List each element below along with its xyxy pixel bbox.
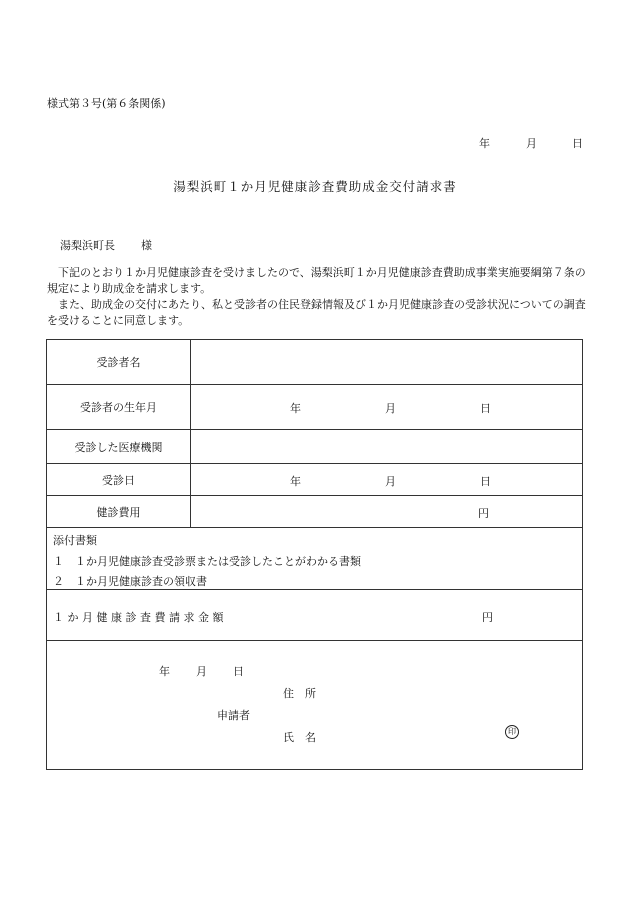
claim-amount-unit: 円 — [482, 611, 493, 624]
birthdate-year-unit: 年 — [290, 402, 301, 415]
date-day: 日 — [572, 137, 583, 150]
addressee-name: 湯梨浜町長 — [60, 239, 115, 252]
exam-date-year-unit: 年 — [290, 475, 301, 488]
row-claim-amount — [47, 590, 582, 641]
addressee — [60, 237, 152, 253]
request-form-table — [46, 339, 583, 770]
addressee-honorific: 様 — [141, 239, 152, 252]
attachment-item: １ １か月児健康診査受診票または受診したことがわかる書類 — [53, 555, 361, 568]
date-month: 月 — [526, 137, 537, 150]
row-exam-date — [47, 464, 582, 496]
applicant-label: 申請者 — [217, 709, 250, 722]
applicant-date-year: 年 — [159, 665, 170, 678]
exam-date-month-unit: 月 — [385, 475, 396, 488]
row-birthdate — [47, 385, 582, 430]
institution-field[interactable] — [193, 432, 580, 461]
institution-label: 受診した医療機関 — [47, 430, 191, 463]
row-patient-name — [47, 340, 582, 385]
birthdate-label: 受診者の生年月 — [47, 385, 191, 429]
document-title: 湯梨浜町１か月児健康診査費助成金交付請求書 — [173, 179, 457, 194]
applicant-date-day: 日 — [233, 665, 244, 678]
exam-date-label: 受診日 — [47, 464, 191, 495]
attachments-header: 添付書類 — [53, 534, 97, 547]
claim-amount-label: １ か 月 健 康 診 査 費 請 求 金 額 — [53, 611, 224, 624]
row-attachments — [47, 528, 582, 590]
fee-label: 健診費用 — [47, 496, 191, 527]
attachment-item: ２ １か月児健康診査の領収書 — [53, 575, 207, 588]
applicant-date-month: 月 — [196, 665, 207, 678]
paragraph-consent: また、助成金の交付にあたり、私と受診者の住民登録情報及び１か月児健康診査の受診状況についての調査を受けることに同意します。 — [47, 298, 586, 327]
date-year: 年 — [479, 137, 490, 150]
name-label: 氏 名 — [283, 731, 316, 744]
birthdate-day-unit: 日 — [480, 402, 491, 415]
seal-mark: 印 — [505, 725, 519, 739]
applicant-section — [47, 641, 582, 769]
form-number: 様式第３号(第６条関係) — [47, 97, 166, 110]
row-institution — [47, 430, 582, 464]
row-fee — [47, 496, 582, 528]
exam-date-day-unit: 日 — [480, 475, 491, 488]
address-label: 住 所 — [283, 687, 316, 700]
body-text — [47, 265, 587, 329]
patient-name-label: 受診者名 — [47, 340, 191, 384]
fee-unit: 円 — [478, 507, 489, 520]
birthdate-month-unit: 月 — [385, 402, 396, 415]
paragraph-request: 下記のとおり１か月児健康診査を受けましたので、湯梨浜町１か月児健康診査費助成事業実施要綱第７条の規定により助成金を請求します。 — [47, 266, 586, 295]
patient-name-field[interactable] — [193, 342, 580, 382]
